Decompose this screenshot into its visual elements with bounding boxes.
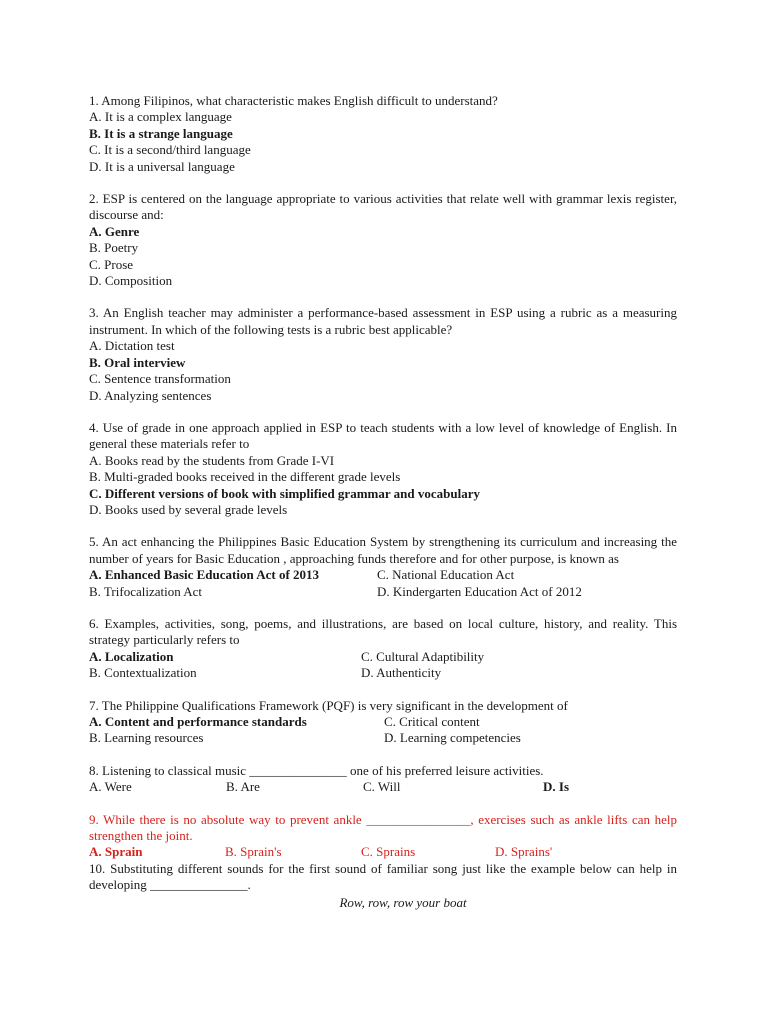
question-4-option-a: A. Books read by the students from Grade I-VI	[89, 452, 335, 468]
question-7-option-d: D. Learning competencies	[384, 730, 521, 746]
question-3-option-a: A. Dictation test	[89, 338, 175, 354]
question-9-option-d: D. Sprains'	[495, 844, 553, 860]
question-7-stem: 7. The Philippine Qualifications Framework (PQF) is very significant in the development of	[89, 697, 568, 713]
question-10-example: Row, row, row your boat	[339, 894, 467, 910]
question-5-option-d: D. Kindergarten Education Act of 2012	[377, 583, 582, 599]
question-3-option-d: D. Analyzing sentences	[89, 387, 212, 403]
question-7-option-c: C. Critical content	[384, 714, 480, 729]
question-6-option-b: B. Contextualization	[89, 665, 197, 681]
question-3-option-b: B. Oral interview	[89, 354, 186, 370]
question-9-option-b: B. Sprain's	[225, 844, 282, 860]
question-3	[89, 305, 677, 403]
question-5-options-row-1	[89, 567, 677, 583]
question-4-option-b: B. Multi-graded books received in the different grade levels	[89, 469, 401, 485]
question-7	[89, 698, 677, 747]
question-9-option-c: C. Sprains	[361, 844, 416, 860]
question-8-stem: 8. Listening to classical music _______________ one of his preferred leisure activities.	[89, 762, 544, 778]
question-5-stem: 5. An act enhancing the Philippines Basic Education System by strengthening its curriculum and increasing the number of years for Basic Education , approaching funds therefore and for other purpose, is known as	[89, 534, 677, 566]
question-4-option-c: C. Different versions of book with simplified grammar and vocabulary	[89, 485, 480, 501]
question-7-options-row-1	[89, 714, 677, 730]
question-1-option-d: D. It is a universal language	[89, 158, 235, 174]
question-2-option-c: C. Prose	[89, 256, 134, 272]
question-4-stem: 4. Use of grade in one approach applied in ESP to teach students with a low level of knowledge of English. In general these materials refer to	[89, 419, 677, 452]
question-8-options-row	[89, 779, 677, 795]
question-8-option-b: B. Are	[226, 779, 260, 795]
question-2-option-a: A. Genre	[89, 223, 140, 239]
question-6-option-d: D. Authenticity	[361, 665, 442, 681]
question-8-option-c: C. Will	[363, 779, 401, 795]
question-5-options-row-2	[89, 584, 677, 600]
question-7-options-row-2	[89, 730, 677, 746]
question-8-option-a: A. Were	[89, 779, 132, 795]
question-10-stem: 10. Substituting different sounds for the first sound of familiar song just like the example below can help in developing _______________.	[89, 860, 677, 893]
question-6-option-c: C. Cultural Adaptibility	[361, 648, 485, 664]
question-2-option-d: D. Composition	[89, 273, 173, 289]
question-4-option-d: D. Books used by several grade levels	[89, 501, 288, 517]
question-6-stem: 6. Examples, activities, song, poems, and illustrations, are based on local culture, history, and reality. This strategy particularly refers to	[89, 615, 677, 648]
question-list	[89, 93, 677, 927]
question-1-option-a: A. It is a complex language	[89, 109, 232, 125]
question-6-options-row-2	[89, 665, 677, 681]
question-3-stem: 3. An English teacher may administer a performance-based assessment in ESP using a rubric as a measuring instrument. In which of the following tests is a rubric best applicable?	[89, 305, 677, 337]
question-6-options-row-1	[89, 649, 677, 665]
question-1	[89, 93, 677, 175]
question-2-stem: 2. ESP is centered on the language appropriate to various activities that relate well with grammar lexis register, discourse and:	[89, 191, 677, 223]
question-4	[89, 420, 677, 518]
question-9-option-a: A. Sprain	[89, 844, 143, 860]
question-9-stem: 9. While there is no absolute way to prevent ankle ________________, exercises such as ankle lifts can help strengthen the joint.	[89, 811, 677, 844]
question-5-option-c: C. National Education Act	[377, 567, 515, 583]
question-2	[89, 191, 677, 289]
question-8-option-d: D. Is	[543, 779, 570, 795]
question-5-option-b: B. Trifocalization Act	[89, 583, 203, 599]
question-9-options-row	[89, 844, 677, 860]
question-2-option-b: B. Poetry	[89, 240, 139, 256]
question-1-option-b: B. It is a strange language	[89, 125, 233, 141]
question-7-option-b: B. Learning resources	[89, 730, 204, 746]
question-6-option-a: A. Localization	[89, 648, 174, 664]
question-10	[89, 861, 677, 911]
question-1-option-c: C. It is a second/third language	[89, 142, 251, 158]
question-7-option-a: A. Content and performance standards	[89, 714, 307, 729]
question-9	[89, 812, 677, 861]
question-5	[89, 534, 677, 600]
question-1-stem: 1. Among Filipinos, what characteristic makes English difficult to understand?	[89, 93, 498, 108]
question-6	[89, 616, 677, 682]
question-8	[89, 763, 677, 796]
question-5-option-a: A. Enhanced Basic Education Act of 2013	[89, 567, 320, 583]
question-3-option-c: C. Sentence transformation	[89, 371, 231, 387]
